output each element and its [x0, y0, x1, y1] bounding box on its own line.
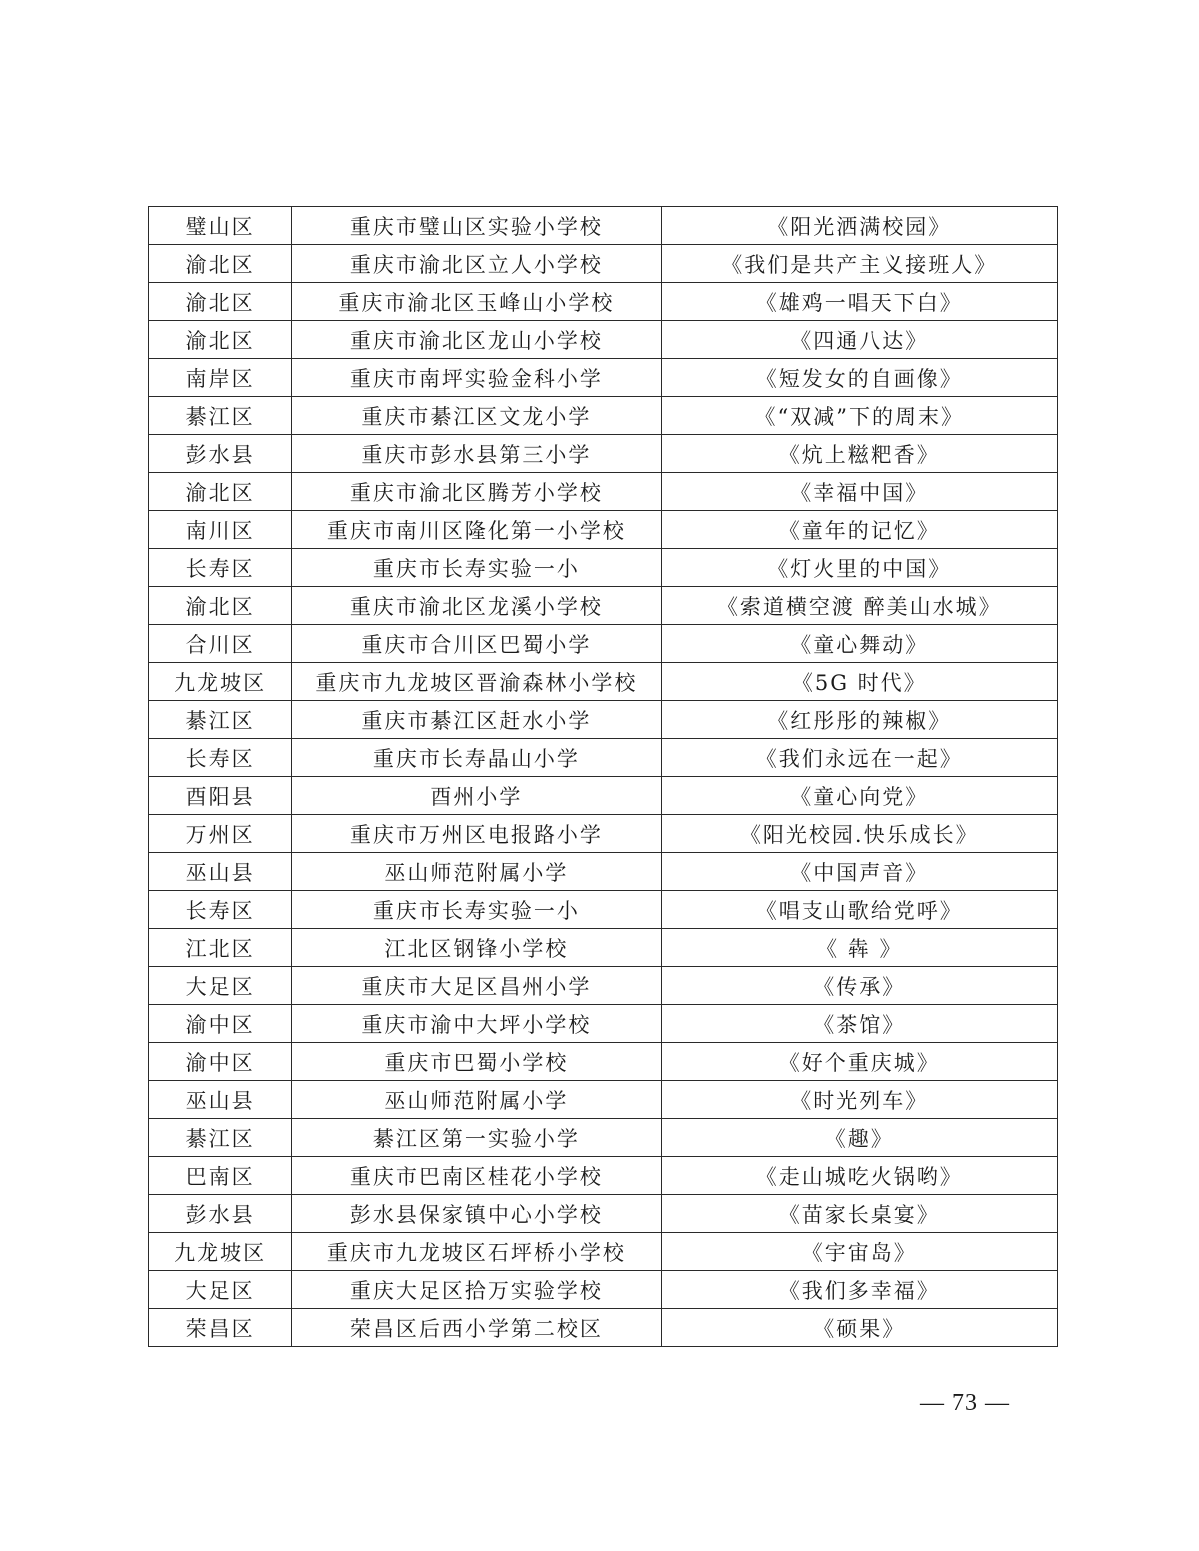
- district-cell: 璧山区: [149, 207, 292, 245]
- district-cell: 渝北区: [149, 321, 292, 359]
- district-cell: 九龙坡区: [149, 1233, 292, 1271]
- district-cell: 酉阳县: [149, 777, 292, 815]
- school-cell: 重庆市渝北区腾芳小学校: [292, 473, 661, 511]
- table-row: [149, 853, 1058, 891]
- table-row: [149, 1081, 1058, 1119]
- district-cell: 渝中区: [149, 1043, 292, 1081]
- table-row: [149, 1157, 1058, 1195]
- table-row: [149, 1309, 1058, 1347]
- school-cell: 重庆市渝北区龙山小学校: [292, 321, 661, 359]
- work-title-cell: 《茶馆》: [661, 1005, 1057, 1043]
- school-cell: 重庆市巴蜀小学校: [292, 1043, 661, 1081]
- school-cell: 江北区钢锋小学校: [292, 929, 661, 967]
- district-cell: 巴南区: [149, 1157, 292, 1195]
- district-cell: 荣昌区: [149, 1309, 292, 1347]
- table-row: [149, 625, 1058, 663]
- table-row: [149, 207, 1058, 245]
- work-title-cell: 《“双减”下的周末》: [661, 397, 1057, 435]
- table-row: [149, 435, 1058, 473]
- district-cell: 大足区: [149, 967, 292, 1005]
- school-cell: 重庆市万州区电报路小学: [292, 815, 661, 853]
- table-row: [149, 1005, 1058, 1043]
- district-cell: 彭水县: [149, 1195, 292, 1233]
- school-cell: 重庆市綦江区文龙小学: [292, 397, 661, 435]
- district-cell: 长寿区: [149, 549, 292, 587]
- table-row: [149, 1233, 1058, 1271]
- table-row: [149, 929, 1058, 967]
- table-row: [149, 549, 1058, 587]
- district-cell: 綦江区: [149, 1119, 292, 1157]
- district-cell: 渝北区: [149, 473, 292, 511]
- school-cell: 酉州小学: [292, 777, 661, 815]
- work-title-cell: 《阳光校园.快乐成长》: [661, 815, 1057, 853]
- work-title-cell: 《阳光洒满校园》: [661, 207, 1057, 245]
- entries-table: [148, 206, 1058, 1347]
- work-title-cell: 《幸福中国》: [661, 473, 1057, 511]
- school-cell: 巫山师范附属小学: [292, 853, 661, 891]
- work-title-cell: 《童心舞动》: [661, 625, 1057, 663]
- school-cell: 重庆市长寿晶山小学: [292, 739, 661, 777]
- table-row: [149, 511, 1058, 549]
- work-title-cell: 《我们是共产主义接班人》: [661, 245, 1057, 283]
- district-cell: 大足区: [149, 1271, 292, 1309]
- work-title-cell: 《趣》: [661, 1119, 1057, 1157]
- work-title-cell: 《中国声音》: [661, 853, 1057, 891]
- district-cell: 长寿区: [149, 739, 292, 777]
- work-title-cell: 《童年的记忆》: [661, 511, 1057, 549]
- school-cell: 重庆市渝北区龙溪小学校: [292, 587, 661, 625]
- table-row: [149, 473, 1058, 511]
- table-row: [149, 397, 1058, 435]
- district-cell: 彭水县: [149, 435, 292, 473]
- school-cell: 重庆市九龙坡区晋渝森林小学校: [292, 663, 661, 701]
- work-title-cell: 《炕上糍粑香》: [661, 435, 1057, 473]
- school-cell: 重庆市璧山区实验小学校: [292, 207, 661, 245]
- work-title-cell: 《短发女的自画像》: [661, 359, 1057, 397]
- table-row: [149, 815, 1058, 853]
- work-title-cell: 《5G 时代》: [661, 663, 1057, 701]
- district-cell: 綦江区: [149, 397, 292, 435]
- school-cell: 重庆市长寿实验一小: [292, 891, 661, 929]
- district-cell: 南岸区: [149, 359, 292, 397]
- work-title-cell: 《雄鸡一唱天下白》: [661, 283, 1057, 321]
- work-title-cell: 《硕果》: [661, 1309, 1057, 1347]
- work-title-cell: 《走山城吃火锅哟》: [661, 1157, 1057, 1195]
- table-row: [149, 739, 1058, 777]
- school-cell: 荣昌区后西小学第二校区: [292, 1309, 661, 1347]
- work-title-cell: 《我们多幸福》: [661, 1271, 1057, 1309]
- table-row: [149, 967, 1058, 1005]
- school-cell: 重庆市渝北区玉峰山小学校: [292, 283, 661, 321]
- work-title-cell: 《我们永远在一起》: [661, 739, 1057, 777]
- work-title-cell: 《童心向党》: [661, 777, 1057, 815]
- district-cell: 巫山县: [149, 853, 292, 891]
- district-cell: 江北区: [149, 929, 292, 967]
- school-cell: 重庆市九龙坡区石坪桥小学校: [292, 1233, 661, 1271]
- school-cell: 重庆市渝北区立人小学校: [292, 245, 661, 283]
- school-cell: 重庆市綦江区赶水小学: [292, 701, 661, 739]
- district-cell: 九龙坡区: [149, 663, 292, 701]
- work-title-cell: 《苗家长桌宴》: [661, 1195, 1057, 1233]
- school-cell: 重庆市巴南区桂花小学校: [292, 1157, 661, 1195]
- table-row: [149, 321, 1058, 359]
- table-row: [149, 1043, 1058, 1081]
- table-row: [149, 1119, 1058, 1157]
- school-cell: 彭水县保家镇中心小学校: [292, 1195, 661, 1233]
- school-cell: 重庆市南川区隆化第一小学校: [292, 511, 661, 549]
- school-cell: 重庆大足区拾万实验学校: [292, 1271, 661, 1309]
- work-title-cell: 《宇宙岛》: [661, 1233, 1057, 1271]
- school-cell: 重庆市长寿实验一小: [292, 549, 661, 587]
- district-cell: 南川区: [149, 511, 292, 549]
- table-row: [149, 1271, 1058, 1309]
- table-row: [149, 663, 1058, 701]
- district-cell: 渝北区: [149, 283, 292, 321]
- school-cell: 重庆市渝中大坪小学校: [292, 1005, 661, 1043]
- district-cell: 长寿区: [149, 891, 292, 929]
- school-cell: 重庆市南坪实验金科小学: [292, 359, 661, 397]
- work-title-cell: 《唱支山歌给党呼》: [661, 891, 1057, 929]
- table-row: [149, 777, 1058, 815]
- table-row: [149, 245, 1058, 283]
- school-cell: 巫山师范附属小学: [292, 1081, 661, 1119]
- school-cell: 綦江区第一实验小学: [292, 1119, 661, 1157]
- table-row: [149, 891, 1058, 929]
- work-title-cell: 《灯火里的中国》: [661, 549, 1057, 587]
- school-cell: 重庆市合川区巴蜀小学: [292, 625, 661, 663]
- table-row: [149, 701, 1058, 739]
- district-cell: 万州区: [149, 815, 292, 853]
- entries-table-body: [149, 207, 1058, 1347]
- district-cell: 巫山县: [149, 1081, 292, 1119]
- school-cell: 重庆市彭水县第三小学: [292, 435, 661, 473]
- work-title-cell: 《好个重庆城》: [661, 1043, 1057, 1081]
- school-cell: 重庆市大足区昌州小学: [292, 967, 661, 1005]
- table-row: [149, 1195, 1058, 1233]
- district-cell: 渝中区: [149, 1005, 292, 1043]
- work-title-cell: 《 犇 》: [661, 929, 1057, 967]
- work-title-cell: 《时光列车》: [661, 1081, 1057, 1119]
- table-row: [149, 283, 1058, 321]
- work-title-cell: 《四通八达》: [661, 321, 1057, 359]
- work-title-cell: 《传承》: [661, 967, 1057, 1005]
- table-row: [149, 359, 1058, 397]
- district-cell: 合川区: [149, 625, 292, 663]
- work-title-cell: 《索道横空渡 醉美山水城》: [661, 587, 1057, 625]
- district-cell: 綦江区: [149, 701, 292, 739]
- district-cell: 渝北区: [149, 245, 292, 283]
- work-title-cell: 《红彤彤的辣椒》: [661, 701, 1057, 739]
- table-row: [149, 587, 1058, 625]
- district-cell: 渝北区: [149, 587, 292, 625]
- page-number: — 73 —: [920, 1390, 1010, 1416]
